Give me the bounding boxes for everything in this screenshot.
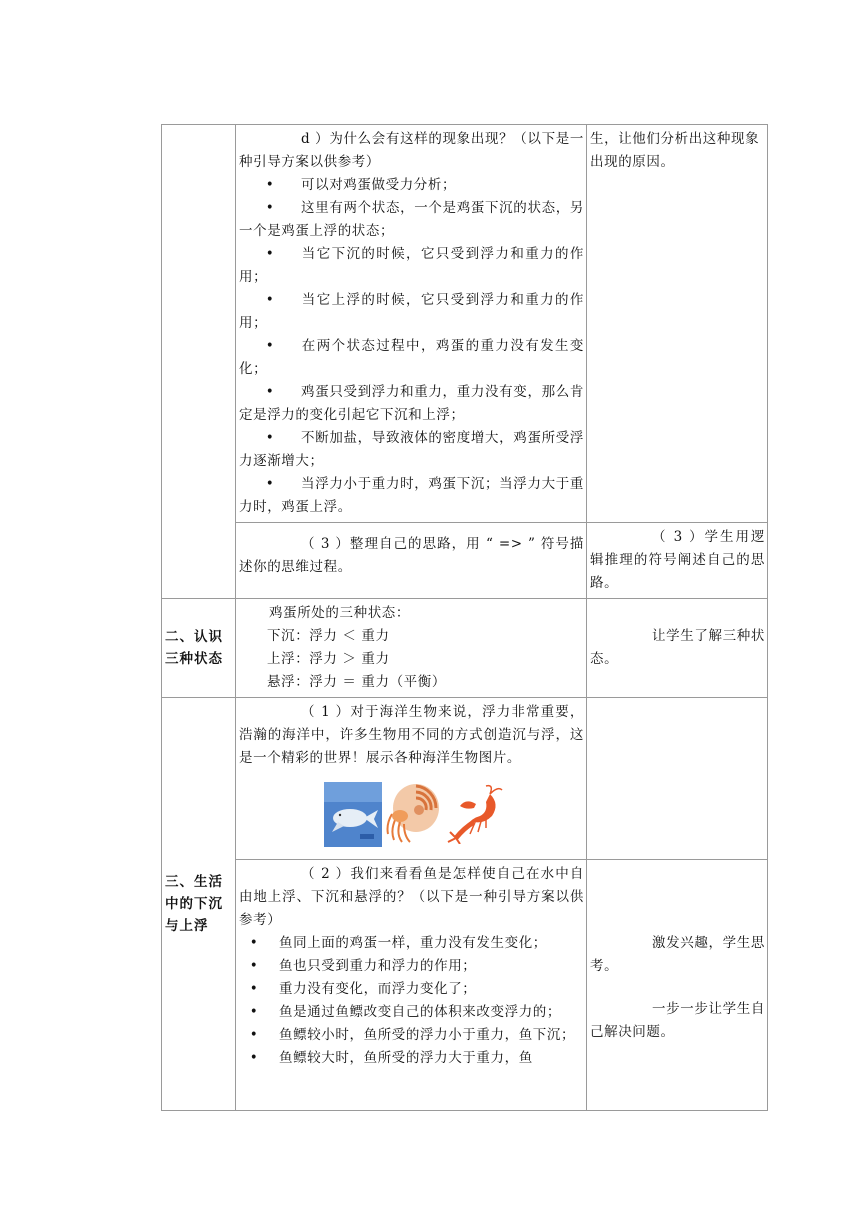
note-text: 激发兴趣，学生思考。 (590, 935, 765, 974)
note-text: 一步一步让学生自己解决问题。 (590, 1001, 765, 1040)
list-item: • 当它下沉的时候，它只受到浮力和重力的作用； (239, 246, 584, 285)
note-text: （ 3 ）学生用逻辑推理的符号阐述自己的思路。 (590, 529, 765, 591)
note-cell (587, 599, 768, 698)
section-cell-empty (162, 125, 236, 599)
activity-cell (236, 698, 587, 860)
list-item: • 鱼鳔较小时，鱼所受的浮力小于重力，鱼下沉； (249, 1027, 576, 1043)
state-line: 上浮：浮力 ＞ 重力 (267, 651, 390, 667)
list-item: • 当它上浮的时候，它只受到浮力和重力的作用； (239, 292, 584, 331)
activity-cell (236, 125, 587, 523)
paragraph: （ 2 ）我们来看看鱼是怎样使自己在水中自由地上浮、下沉和悬浮的？（以下是一种引导方案以供参考） (239, 866, 584, 928)
table-row (162, 523, 768, 599)
list-item: • 鱼也只受到重力和浮力的作用； (249, 958, 477, 974)
section-title: 三、生活中的下沉与上浮 (165, 874, 223, 934)
table-row (162, 599, 768, 698)
note-cell-empty (587, 698, 768, 860)
marine-creature-images (239, 778, 584, 856)
whale-image (324, 782, 382, 847)
list-item: • 鱼鳔较大时，鱼所受的浮力大于重力，鱼 (249, 1050, 533, 1066)
table-row (162, 860, 768, 1111)
lesson-plan-table (161, 124, 768, 1111)
note-cell (587, 523, 768, 599)
list-item: • 不断加盐，导致液体的密度增大，鸡蛋所受浮力逐渐增大； (239, 430, 584, 469)
state-line: 下沉：浮力 ＜ 重力 (267, 628, 390, 644)
paragraph: （ 1 ）对于海洋生物来说，浮力非常重要，浩瀚的海洋中，许多生物用不同的方式创造沉与浮，这是一个精彩的世界！展示各种海洋生物图片。 (239, 704, 584, 766)
section-title-cell (162, 599, 236, 698)
table-row (162, 125, 768, 523)
list-item: • 鱼是通过鱼鳔改变自己的体积来改变浮力的； (249, 1004, 561, 1020)
note-cell (587, 125, 768, 523)
state-line: 悬浮：浮力 ＝ 重力（平衡） (267, 674, 446, 690)
section-title-cell (162, 698, 236, 1111)
step-text: （ 3 ）整理自己的思路，用 “ => ” 符号描述你的思维过程。 (239, 536, 584, 575)
question-heading: d ）为什么会有这样的现象出现？（以下是一种引导方案以供参考） (239, 131, 584, 170)
states-intro: 鸡蛋所处的三种状态： (269, 605, 410, 621)
shrimp-image (446, 784, 504, 844)
note-cell (587, 860, 768, 1111)
activity-cell (236, 523, 587, 599)
nautilus-image (386, 778, 441, 846)
list-item: • 鸡蛋只受到浮力和重力，重力没有变，那么肯定是浮力的变化引起它下沉和上浮； (239, 384, 584, 423)
list-item: • 在两个状态过程中，鸡蛋的重力没有发生变化； (239, 338, 584, 377)
activity-cell (236, 599, 587, 698)
note-text: 生，让他们分析出这种现象出现的原因。 (590, 131, 760, 170)
note-text: 让学生了解三种状态。 (590, 628, 765, 667)
section-title: 二、认识三种状态 (165, 629, 223, 667)
list-item: • 重力没有变化，而浮力变化了； (249, 981, 477, 997)
table-row (162, 698, 768, 860)
list-item: • 当浮力小于重力时，鸡蛋下沉；当浮力大于重力时，鸡蛋上浮。 (239, 476, 584, 515)
activity-cell (236, 860, 587, 1111)
list-item: • 可以对鸡蛋做受力分析； (265, 177, 457, 193)
list-item: • 鱼同上面的鸡蛋一样，重力没有发生变化； (249, 935, 547, 951)
list-item: • 这里有两个状态，一个是鸡蛋下沉的状态，另一个是鸡蛋上浮的状态； (239, 200, 584, 239)
